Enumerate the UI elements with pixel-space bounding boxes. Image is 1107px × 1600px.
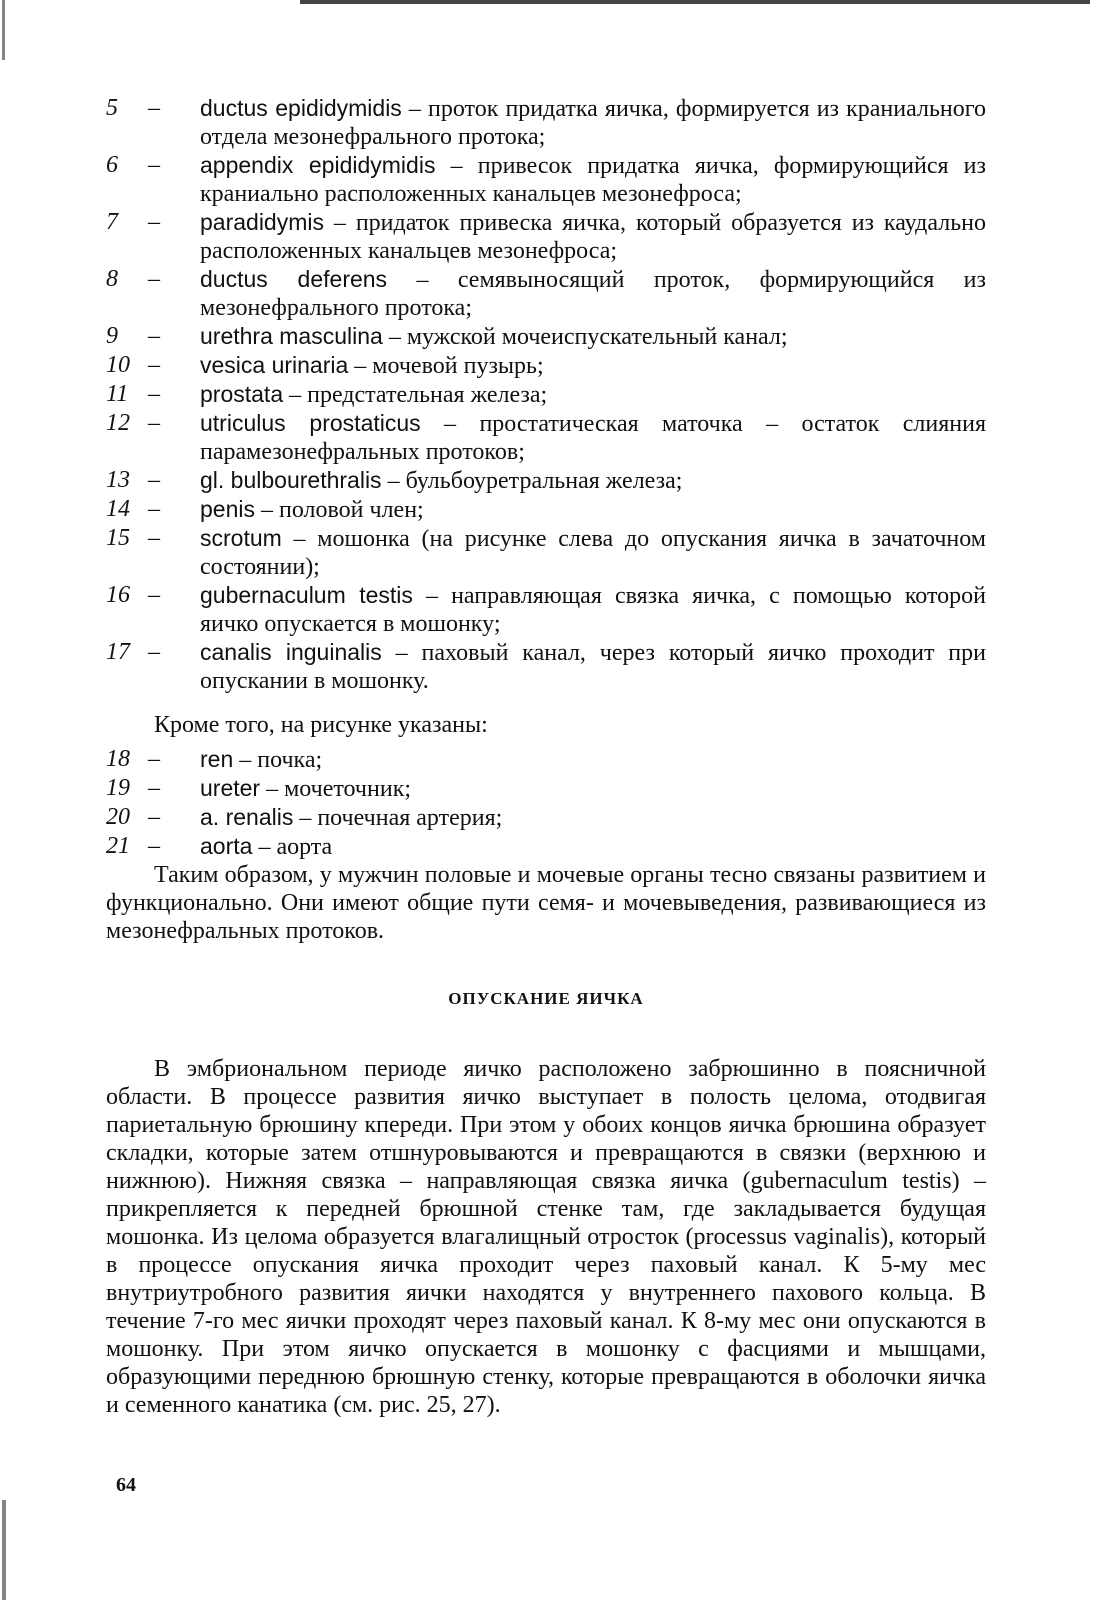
item-number: 17 xyxy=(106,639,130,665)
item-dash: – xyxy=(148,639,160,665)
item-body xyxy=(200,322,986,351)
page-content xyxy=(106,94,986,1419)
list-item xyxy=(106,409,986,466)
list-item xyxy=(106,774,986,803)
separator: – xyxy=(401,96,428,122)
item-description: почечная артерия; xyxy=(317,805,503,831)
latin-term: a. renalis xyxy=(200,804,294,830)
separator: – xyxy=(381,640,422,666)
item-description: семявыносящий проток, формирующийся из мезонефрального протока; xyxy=(200,267,986,321)
separator: – xyxy=(420,411,480,437)
list-item xyxy=(106,495,986,524)
item-number: 19 xyxy=(106,775,130,801)
item-description: паховый канал, через который яичко проходит при опускании в мошонку. xyxy=(200,640,986,694)
item-dash: – xyxy=(148,410,160,436)
item-number: 14 xyxy=(106,496,130,522)
item-number: 21 xyxy=(106,833,130,859)
item-description: мочеточник; xyxy=(284,776,412,802)
item-body xyxy=(200,832,986,861)
item-description: привесок придатка яичка, формирующийся из краниально расположенных канальцев мезонефроса; xyxy=(200,153,987,207)
scan-edge-left xyxy=(2,0,5,60)
item-number: 9 xyxy=(106,323,118,349)
summary-paragraph: Таким образом, у мужчин половые и мочевые органы тесно связаны развитием и функционально. Они имеют общие пути семя- и мочевыведения, развивающиеся из мезонефральных протоков. xyxy=(106,862,986,944)
page-number: 64 xyxy=(116,1474,136,1496)
item-dash: – xyxy=(148,582,160,608)
list-item xyxy=(106,208,986,265)
latin-term: gubernaculum testis xyxy=(200,582,413,608)
latin-term: paradidymis xyxy=(200,209,324,235)
item-dash: – xyxy=(148,467,160,493)
item-number: 6 xyxy=(106,152,118,178)
item-dash: – xyxy=(148,804,160,830)
list-item xyxy=(106,380,986,409)
term-list-additional xyxy=(106,745,986,861)
latin-term: ductus epididymidis xyxy=(200,95,402,121)
item-number: 16 xyxy=(106,582,130,608)
item-dash: – xyxy=(148,525,160,551)
item-number: 7 xyxy=(106,209,118,235)
item-body xyxy=(200,774,986,803)
item-dash: – xyxy=(148,266,160,292)
list-item xyxy=(106,581,986,638)
list-item xyxy=(106,832,986,861)
item-dash: – xyxy=(148,152,160,178)
item-body xyxy=(200,409,986,466)
latin-term: appendix epididymidis xyxy=(200,152,436,178)
latin-term: vesica urinaria xyxy=(200,352,349,378)
item-body xyxy=(200,524,986,581)
item-number: 8 xyxy=(106,266,118,292)
item-number: 20 xyxy=(106,804,130,830)
separator: – xyxy=(260,776,285,802)
figure-labels-intro: Кроме того, на рисунке указаны: xyxy=(154,712,488,738)
latin-term: ren xyxy=(200,746,234,772)
list-item xyxy=(106,638,986,695)
latin-term: canalis inguinalis xyxy=(200,639,382,665)
scan-edge-left-bottom xyxy=(2,1500,6,1600)
item-description: предстательная железа; xyxy=(307,382,548,408)
separator: – xyxy=(435,153,478,179)
item-number: 18 xyxy=(106,746,130,772)
item-description: аорта xyxy=(276,834,333,860)
latin-term: ureter xyxy=(200,775,261,801)
item-body xyxy=(200,803,986,832)
item-number: 13 xyxy=(106,467,130,493)
item-body xyxy=(200,745,986,774)
list-item xyxy=(106,351,986,380)
list-item xyxy=(106,265,986,322)
list-item xyxy=(106,466,986,495)
item-body xyxy=(200,638,986,695)
separator: – xyxy=(381,468,406,494)
item-body xyxy=(200,351,986,380)
item-body xyxy=(200,151,986,208)
item-dash: – xyxy=(148,833,160,859)
list-item xyxy=(106,94,986,151)
separator: – xyxy=(412,583,452,609)
item-description: почка; xyxy=(257,747,323,773)
separator: – xyxy=(254,497,279,523)
latin-term: prostata xyxy=(200,381,284,407)
item-body xyxy=(200,495,986,524)
list-item xyxy=(106,524,986,581)
item-number: 12 xyxy=(106,410,130,436)
item-number: 15 xyxy=(106,525,130,551)
item-dash: – xyxy=(148,381,160,407)
latin-term: urethra masculina xyxy=(200,323,383,349)
list-item xyxy=(106,803,986,832)
section-paragraph: В эмбриональном периоде яичко расположено забрюшинно в поясничной области. В процессе развития яичко выступает в полость целома, отодвигая париетальную брюшину кпереди. При этом у обоих концов яичка брюшина образует складки, которые затем отшнуровываются и превращаются в связки (верхнюю и нижнюю). Нижняя связка – направляющая связка яичка (gubernaculum testis) – прикрепляется к передней брюшной стенке там, где закладывается будущая мошонка. Из целома образуется влагалищный отросток (processus vaginalis), который в процессе опускания яичка проходит через паховый канал. К 5-му мес внутриутробного развития яички находятся у внутреннего пахового кольца. В течение 7-го мес яички проходят через паховый канал. К 8-му мес они опускаются в мошонку. При этом яичко опускается в мошонку с фасциями и мышцами, образующими переднюю брюшную стенку, которые превращаются в оболочки яичка и семенного канатика (см. рис. 25, 27). xyxy=(106,1056,986,1418)
item-dash: – xyxy=(148,95,160,121)
separator: – xyxy=(281,526,318,552)
separator: – xyxy=(348,353,373,379)
separator: – xyxy=(387,267,458,293)
term-list-main xyxy=(106,94,986,695)
item-dash: – xyxy=(148,775,160,801)
item-dash: – xyxy=(148,352,160,378)
item-number: 5 xyxy=(106,95,118,121)
separator: – xyxy=(324,210,356,236)
latin-term: gl. bulbourethralis xyxy=(200,467,382,493)
item-body xyxy=(200,208,986,265)
item-description: мочевой пузырь; xyxy=(372,353,544,379)
item-description: проток придатка яичка, формируется из краниального отдела мезонефрального протока; xyxy=(200,96,986,150)
item-description: бульбоуретральная железа; xyxy=(405,468,683,494)
item-description: направляющая связка яичка, с помощью которой яичко опускается в мошонку; xyxy=(200,583,986,637)
separator: – xyxy=(283,382,308,408)
item-body xyxy=(200,466,986,495)
list-item xyxy=(106,322,986,351)
item-body xyxy=(200,94,986,151)
latin-term: ductus deferens xyxy=(200,266,388,292)
separator: – xyxy=(252,834,277,860)
separator: – xyxy=(293,805,318,831)
item-dash: – xyxy=(148,209,160,235)
item-body xyxy=(200,380,986,409)
list-item xyxy=(106,745,986,774)
item-dash: – xyxy=(148,496,160,522)
item-dash: – xyxy=(148,746,160,772)
latin-term: scrotum xyxy=(200,525,282,551)
latin-term: penis xyxy=(200,496,255,522)
item-body xyxy=(200,581,986,638)
item-description: мошонка (на рисунке слева до опускания яичка в зачаточном состоянии); xyxy=(200,526,986,580)
item-description: придаток привеска яичка, который образуется из каудально расположенных канальцев мезонефроса; xyxy=(200,210,986,264)
separator: – xyxy=(233,747,258,773)
section-heading: ОПУСКАНИЕ ЯИЧКА xyxy=(448,989,644,1008)
item-dash: – xyxy=(148,323,160,349)
item-number: 10 xyxy=(106,352,130,378)
separator: – xyxy=(382,324,407,350)
item-number: 11 xyxy=(106,381,129,407)
latin-term: aorta xyxy=(200,833,253,859)
item-description: половой член; xyxy=(278,497,424,523)
scan-edge-top xyxy=(300,0,1090,4)
item-description: мужской мочеиспускательный канал; xyxy=(406,324,788,350)
item-body xyxy=(200,265,986,322)
latin-term: utriculus prostaticus xyxy=(200,410,421,436)
item-description: простатическая маточка – остаток слияния парамезонефральных протоков; xyxy=(200,411,986,465)
list-item xyxy=(106,151,986,208)
